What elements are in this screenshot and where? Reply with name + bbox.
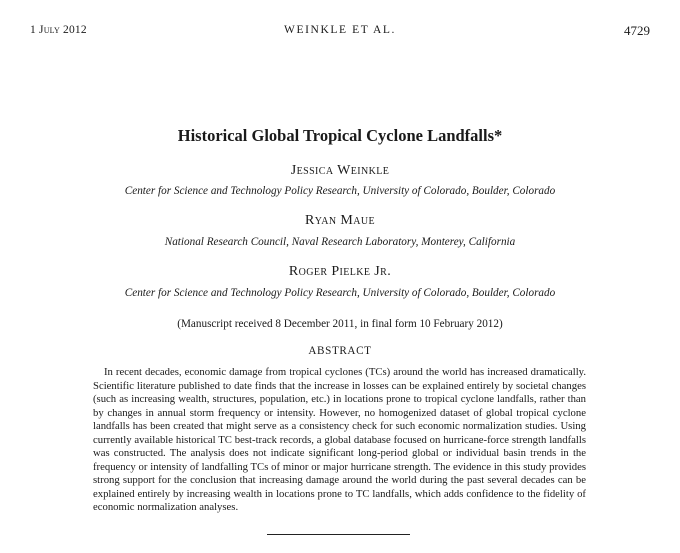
abstract-text: In recent decades, economic damage from tropical cyclones (TCs) around the world has increased dramatically. Scientific literature published to date finds that the increase in losses can be explained entirely by societal changes (such as increasing wealth, structures, population, etc.) in locations prone to tropical cyclone landfalls, rather than by changes in annual storm frequency or intensity. However, no homogenized dataset of global tropical cyclone landfalls has been created that might serve as a consistency check for such economic normalization studies. Using currently available historical TC best-track records, a global database focused on hurricane-force strength landfalls was constructed. The analysis does not indicate significant long-period global or individual basin trends in the frequency or intensity of landfalling TCs of minor or major hurricane strength. The evidence in this study provides strong support for the conclusion that increasing damage around the world during the past several decades can be explained entirely by increasing wealth in locations prone to TC landfalls, which adds confidence to the fidelity of economic normalization analyses. <box>93 366 586 513</box>
author-name: Ryan Maue <box>305 213 375 228</box>
author-affiliation: Center for Science and Technology Policy Research, University of Colorado, Boulder, Colorado <box>124 287 556 299</box>
author-name: Roger Pielke Jr. <box>288 264 392 279</box>
running-head-authors: WEINKLE ET AL. <box>284 24 396 36</box>
author-name: Jessica Weinkle <box>290 163 390 178</box>
abstract-heading: ABSTRACT <box>308 345 372 357</box>
running-head <box>0 24 680 40</box>
page-number: 4729 <box>624 23 650 38</box>
paper-title: Historical Global Tropical Cyclone Landfalls* <box>177 126 503 145</box>
footnote-divider <box>267 534 410 535</box>
issue-date: 1 July 2012 <box>30 24 87 36</box>
manuscript-note: (Manuscript received 8 December 2011, in final form 10 February 2012) <box>177 318 503 330</box>
author-affiliation: National Research Council, Naval Research Laboratory, Monterey, California <box>164 236 516 248</box>
author-affiliation: Center for Science and Technology Policy Research, University of Colorado, Boulder, Colorado <box>124 185 556 197</box>
